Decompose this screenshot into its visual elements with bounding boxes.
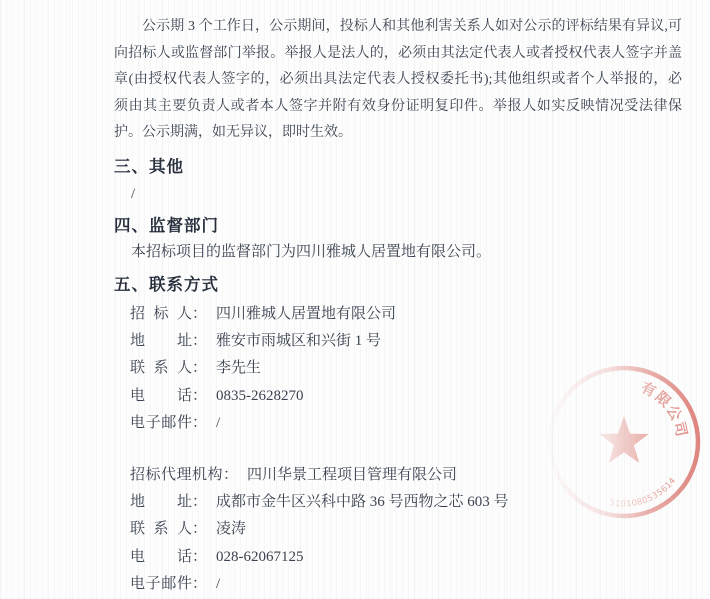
paragraph-line: 章(由授权代表人签字的，必须出具法定代表人授权委托书);其他组织或者个人举报的，必 xyxy=(114,72,682,88)
contact-row-email xyxy=(130,571,682,598)
label-colon: ： xyxy=(192,548,208,565)
contact-label: 招标代理机构 xyxy=(130,466,224,483)
agency-contact-block xyxy=(130,462,682,598)
contact-value: 成都市金牛区兴科中路 36 号西物之芯 603 号 xyxy=(216,494,509,511)
tenderer-contact-block xyxy=(130,301,682,437)
contact-label: 电子邮件 xyxy=(130,575,192,592)
contact-value: / xyxy=(216,575,221,592)
contact-label: 电话 xyxy=(130,548,192,565)
section-supervision-body: 本招标项目的监督部门为四川雅城人居置地有限公司。 xyxy=(131,243,492,260)
label-colon: ： xyxy=(192,575,208,592)
paragraph-line: 须由其主要负责人或者本人签字并附有效身份证明复印件。举报人如实反映情况受法律保 xyxy=(114,98,682,114)
contact-label: 电子邮件 xyxy=(130,414,192,431)
notice-paragraph xyxy=(114,14,682,147)
contact-value: 0835-2628270 xyxy=(216,387,304,404)
paragraph-line: 公示期 3 个工作日，公示期间，投标人和其他利害关系人如对公示的评标结果有异议,可 xyxy=(142,19,682,34)
contact-row-email xyxy=(130,410,682,437)
contact-row-address xyxy=(130,328,682,355)
label-colon: ： xyxy=(192,414,208,431)
section-heading-contact: 五、联系方式 xyxy=(114,274,219,294)
contact-row-address xyxy=(130,489,682,516)
contact-value: / xyxy=(216,414,221,431)
seal-arc-textpath: 有限公司 xyxy=(638,380,690,440)
label-colon: ： xyxy=(192,333,208,350)
paragraph-line: 护。公示期满，如无异议，即时生效。 xyxy=(114,125,352,141)
contact-row-phone xyxy=(130,544,682,571)
contact-value: 李先生 xyxy=(216,360,262,377)
seal-serial-textpath: 5101080535614 xyxy=(608,475,679,510)
contact-value: 凌涛 xyxy=(216,521,247,538)
contact-row-agency xyxy=(130,462,682,489)
section-heading-supervision: 四、监督部门 xyxy=(114,215,219,235)
contact-value: 雅安市雨城区和兴街 1 号 xyxy=(216,333,382,350)
contact-label: 地址 xyxy=(130,333,192,350)
section-other-body: / xyxy=(131,185,136,202)
document-content xyxy=(114,14,682,598)
section-heading-other: 三、其他 xyxy=(114,156,184,176)
contact-row-person xyxy=(130,516,682,543)
contact-label: 联系人 xyxy=(130,521,192,538)
label-colon: ： xyxy=(192,387,208,404)
label-colon: ： xyxy=(192,305,208,322)
contact-row-person xyxy=(130,355,682,382)
contact-label: 招标人 xyxy=(130,305,192,322)
contact-row-phone xyxy=(130,383,682,410)
label-colon: ： xyxy=(192,521,208,538)
paragraph-line: 向招标人或监督部门举报。举报人是法人的，必须由其法定代表人或者授权代表人签字并盖 xyxy=(114,45,682,61)
label-colon: ： xyxy=(192,360,208,377)
contact-value: 四川雅城人居置地有限公司 xyxy=(216,305,397,322)
contact-row-tenderer xyxy=(130,301,682,328)
label-colon: ： xyxy=(192,494,208,511)
contact-label: 电话 xyxy=(130,387,192,404)
contact-label: 地址 xyxy=(130,494,192,511)
contact-label: 联系人 xyxy=(130,360,192,377)
contact-value: 四川华景工程项目管理有限公司 xyxy=(247,466,458,483)
contact-value: 028-62067125 xyxy=(216,548,304,565)
label-colon: ： xyxy=(223,466,239,483)
